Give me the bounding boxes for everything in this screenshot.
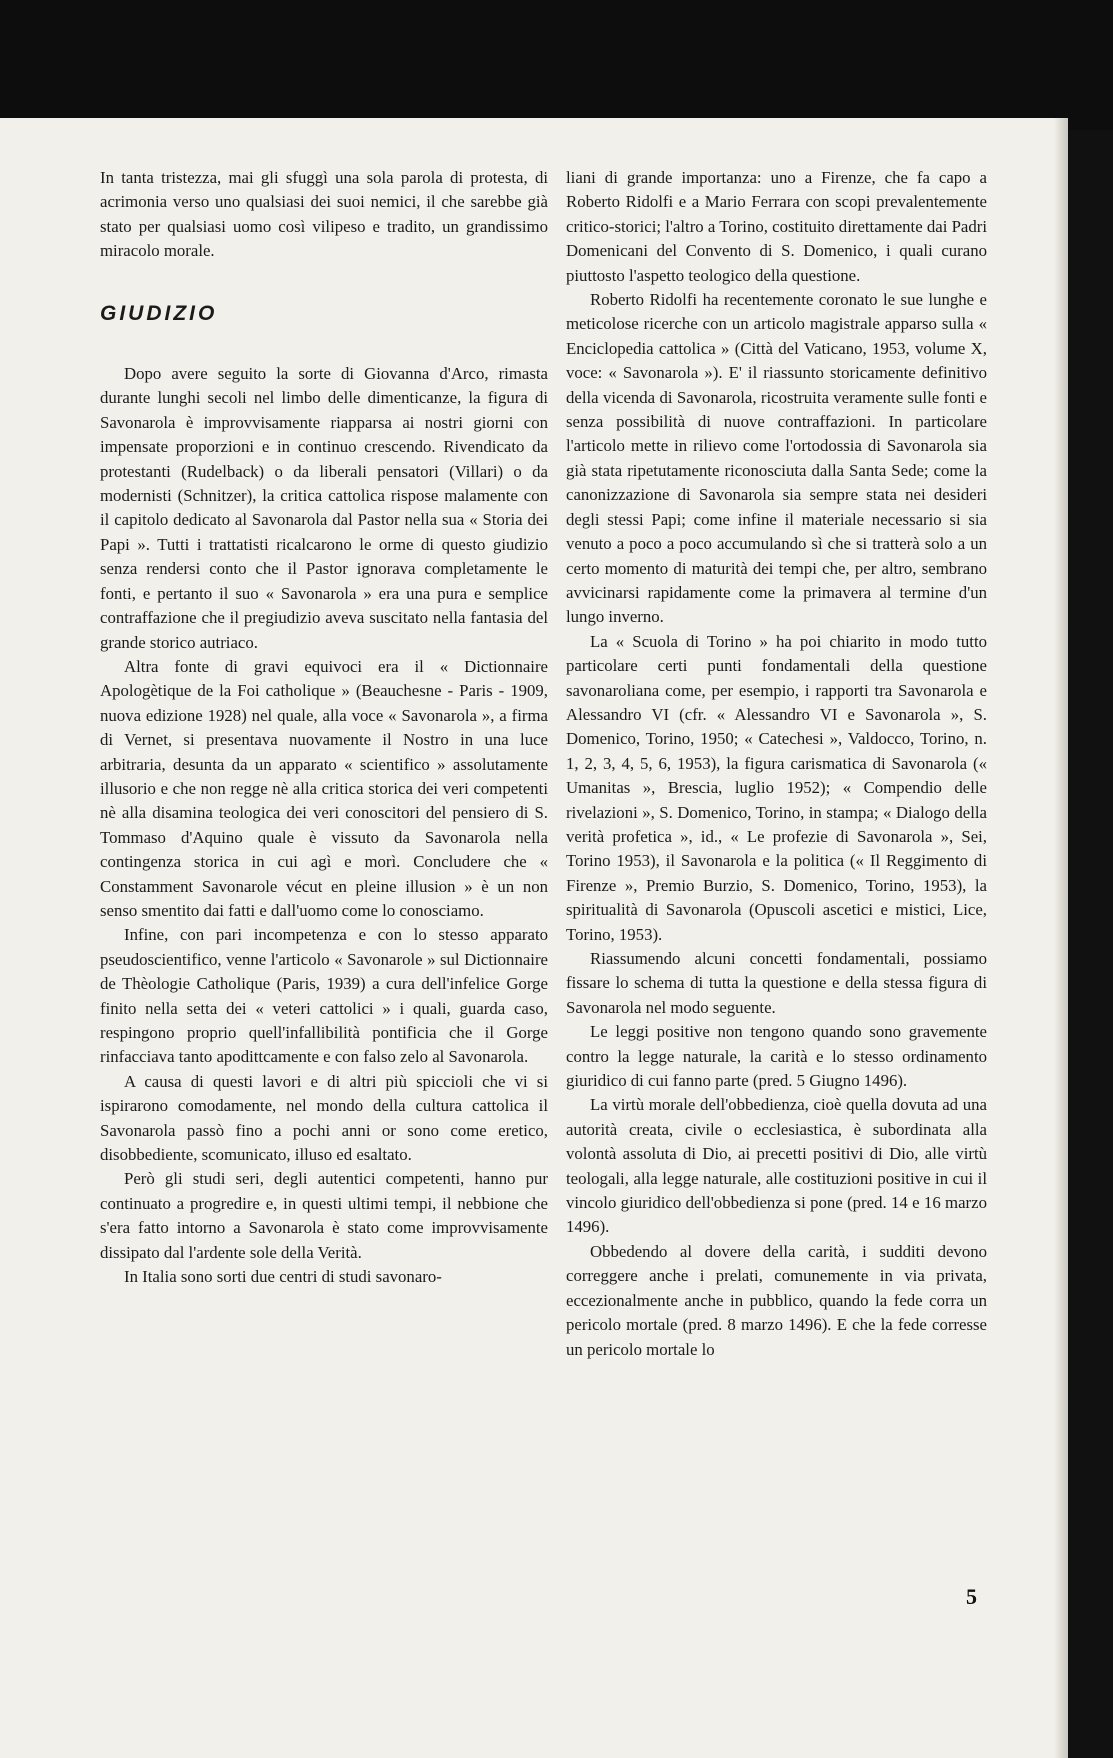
paragraph: Obbedendo al dovere della carità, i sudditi devono correggere anche i prelati, comunemente in via privata, eccezionalmente anche in pubblico, quando la fede corra un pericolo mortale (pred. 8 marzo 1496). E che la fede corresse un pericolo mortale lo [566,1241,987,1359]
paragraph: Roberto Ridolfi ha recentemente coronato le sue lunghe e meticolose ricerche con un articolo magistrale apparso sulla « Enciclopedia cattolica » (Città del Vaticano, 1953, volume X, voce: « Savonarola »). E' il riassunto storicamente definitivo della vicenda di Savonarola, ricostruita veramente sulle fonti e senza possibilità di nuove contraffazioni. In particolare l'articolo mette in rilievo come l'ortodossia di Savonarola sia già stata ripetutamente riconosciuta dalla Santa Sede; come la canonizzazione di Savonarola sia sempre stata nei desideri degli stessi Papi; come infine il materiale necessario si sia venuto a poco a poco accumulando sì che si tratterà solo a un certo momento di maturità dei tempi che, per altro, sembrano avvicinarsi rapidamente come la primavera al termine d'un lungo inverno. [566,290,987,627]
scan-border [0,0,1113,130]
paragraph: A causa di questi lavori e di altri più spiccioli che vi si ispirarono comodamente, nel mondo della cultura cattolica il Savonarola passò fino a pochi anni or sono come eretico, disobbediente, scomunicato, illuso ed esaltato. [100,1071,548,1165]
paragraph: Le leggi positive non tengono quando sono gravemente contro la legge naturale, la carità e lo stesso ordinamento giuridico di cui fanno parte (pred. 5 Giugno 1496). [566,1022,987,1091]
paragraph: La « Scuola di Torino » ha poi chiarito in modo tutto particolare certi punti fondamentali della questione savonaroliana come, per esempio, i rapporti tra Savonarola e Alessandro VI (cfr. « Alessandro VI e Savonarola », S. Domenico, Torino, 1950; « Catechesi », Valdocco, Torino, n. 1, 2, 3, 4, 5, 6, 1953), la figura carismatica di Savonarola (« Umanitas », Brescia, luglio 1952); « Compendio delle rivelazioni », S. Domenico, Torino, in stampa; « Dialogo della verità profetica », id., « Le profezie di Savonarola », Sei, Torino 1953), il Savonarola e la politica (« Il Reggimento di Firenze », Premio Burzio, S. Domenico, Torino, 1953), la spiritualità di Savonarola (Opuscoli ascetici e mistici, Lice, Torino, 1953). [566,631,987,944]
right-column [566,166,987,1362]
paragraph: liani di grande importanza: uno a Firenze, che fa capo a Roberto Ridolfi e a Mario Ferrara con scopi prevalentemente critico-storici; l'altro a Torino, costituito direttamente dai Padri Domenicani del Convento di S. Domenico, i quali curano piuttosto l'aspetto teologico della questione. [566,168,987,285]
section-heading: GIUDIZIO [100,301,218,325]
paragraph: Dopo avere seguito la sorte di Giovanna d'Arco, rimasta durante lunghi secoli nel limbo delle dimenticanze, la figura di Savonarola è improvvisamente riapparsa ai nostri giorni con impensate proporzioni e in continuo crescendo. Rivendicato da protestanti (Rudelback) o da liberali pensatori (Villari) o da modernisti (Schnitzer), la critica cattolica rispose malamente con il capitolo dedicato al Savonarola dal Pastor nella sua « Storia dei Papi ». Tutti i trattatisti ricalcarono le orme di questo giudizio senza rendersi conto che il Pastor ignorava completamente le fonti, e pertanto il suo « Savonarola » era una pura e semplice contraffazione che il pregiudizio aveva suscitato nella fantasia del grande storico autriaco. [100,364,548,652]
left-column [100,166,548,1289]
paragraph: In Italia sono sorti due centri di studi savonaro- [124,1267,442,1287]
document-page [0,118,1068,1758]
paragraph: Infine, con pari incompetenza e con lo stesso apparato pseudoscientifico, venne l'articolo « Savonarole » sul Dictionnaire de Thèologie Catholique (Paris, 1939) a cura dell'infelice Gorge finito nella setta dei « veteri cattolici » i quali, guarda caso, respingono proprio quell'infallibilità pontificia che il Gorge rinfacciava tanto apodittcamente e con falso zelo al Savonarola. [100,925,548,1067]
paragraph: In tanta tristezza, mai gli sfuggì una sola parola di protesta, di acrimonia verso uno qualsiasi dei suoi nemici, il che sarebbe già stato per qualsiasi uomo così vilipeso e tradito, un grandissimo miracolo morale. [100,168,548,261]
paragraph: Però gli studi seri, degli autentici competenti, hanno pur continuato a progredire e, in questi ultimi tempi, il nebbione che s'era fatto intorno a Savonarola è stato come improvvisamente dissipato dal l'ardente sole della Verità. [100,1169,548,1262]
paragraph: La virtù morale dell'obbedienza, cioè quella dovuta ad una autorità creata, civile o ecclesiastica, è subordinata alla volontà assoluta di Dio, ai precetti positivi di Dio, alle virtù teologali, alla legge naturale, alle costituzioni positive in cui il vincolo giuridico dell'obbedienza si pone (pred. 14 e 16 marzo 1496). [566,1095,987,1237]
paragraph: Altra fonte di gravi equivoci era il « Dictionnaire Apologètique de la Foi catholique » (Beauchesne - Paris - 1909, nuova edizione 1928) nel quale, alla voce « Savonarola », a firma di Vernet, si presentava nuovamente il Nostro in una luce arbitraria, desunta da un apparato « scientifico » assolutamente illusorio e che non regge nè alla critica storica dei veri competenti nè alla disamina teologica dei veri conoscitori del pensiero di S. Tommaso d'Aquino quale è vissuto da Savonarola nella contingenza storica in cui agì e morì. Concludere che « Constamment Savonarole vécut en pleine illusion » è un non senso smentito dai fatti e dall'uomo come lo conosciamo. [100,656,548,920]
paragraph: Riassumendo alcuni concetti fondamentali, possiamo fissare lo schema di tutta la questione e della stessa figura di Savonarola nel modo seguente. [566,949,987,1017]
page-number: 5 [966,1584,977,1609]
